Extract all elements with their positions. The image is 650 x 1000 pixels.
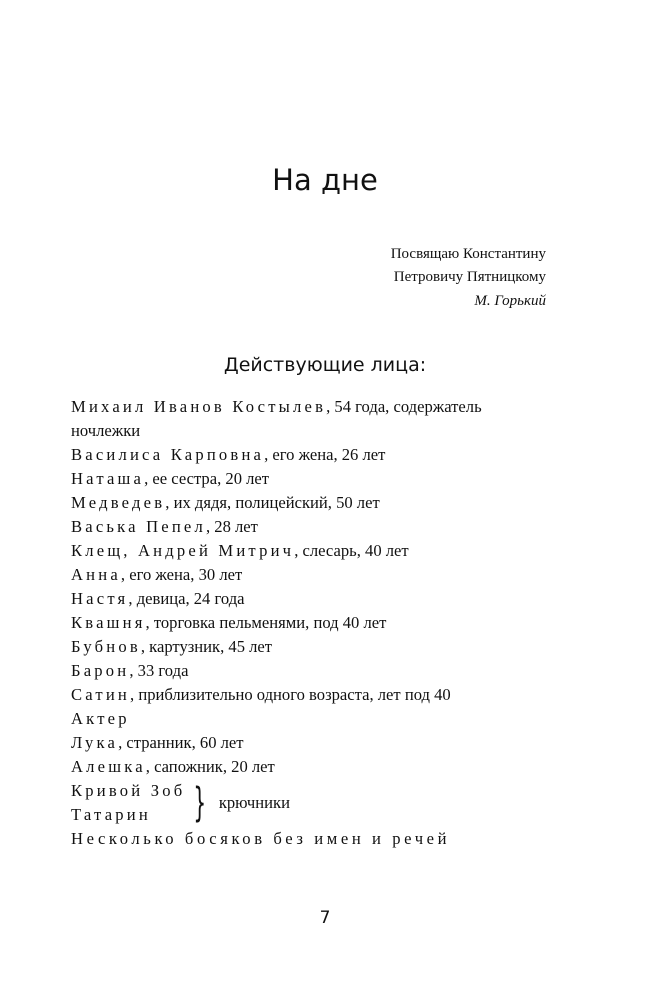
- dedication-line-1: Посвящаю Константину: [390, 246, 546, 262]
- character-description: , девица, 24 года: [128, 589, 245, 608]
- character-name: Алешка: [71, 757, 146, 776]
- character-name: Наташа: [71, 469, 145, 488]
- cast-group-description: крючники: [218, 793, 290, 812]
- character-name: Михаил Иванов Костылев: [71, 397, 327, 416]
- cast-item: [71, 731, 561, 755]
- cast-item: [71, 755, 561, 779]
- cast-item: [71, 611, 561, 635]
- cast-group-names: [71, 779, 185, 827]
- cast-item: [71, 707, 561, 731]
- character-description: , сапожник, 20 лет: [145, 757, 275, 776]
- character-description: , картузник, 45 лет: [140, 637, 273, 656]
- cast-item: [71, 515, 561, 539]
- play-title: На дне: [272, 163, 378, 197]
- cast-item: [71, 659, 561, 683]
- character-name: Василиса Карповна: [71, 445, 265, 464]
- cast-item: [71, 443, 561, 467]
- dedication: [391, 243, 546, 313]
- cast-item: [71, 467, 561, 491]
- cast-heading: Действующие лица:: [223, 354, 427, 376]
- dedication-line-2: Петровичу Пятницкому: [393, 269, 546, 285]
- character-description: , его жена, 30 лет: [120, 565, 243, 584]
- cast-group: [71, 779, 561, 827]
- cast-item: [71, 491, 561, 515]
- right-brace-icon: }: [193, 780, 207, 826]
- character-name: Квашня: [71, 613, 146, 632]
- character-description: , их дядя, полицейский, 50 лет: [165, 493, 380, 512]
- character-name: Барон: [71, 661, 130, 680]
- character-name: Актер: [71, 709, 130, 728]
- dedication-author: М. Горький: [474, 293, 546, 309]
- character-name: Кривой Зоб: [71, 781, 186, 800]
- character-description: , торговка пельменями, под 40 лет: [145, 613, 387, 632]
- character-name: Клещ, Андрей Митрич: [71, 541, 295, 560]
- cast-item: [71, 395, 561, 419]
- cast-item: [71, 587, 561, 611]
- character-description: , 54 года, содержатель: [326, 397, 482, 416]
- character-description: , ее сестра, 20 лет: [144, 469, 270, 488]
- character-name: Бубнов: [71, 637, 141, 656]
- character-name: Медведев: [71, 493, 166, 512]
- page-number: 7: [319, 908, 331, 928]
- cast-item: [71, 635, 561, 659]
- character-description: , 28 лет: [205, 517, 258, 536]
- character-description: , слесарь, 40 лет: [294, 541, 409, 560]
- character-name: Васька Пепел: [71, 517, 206, 536]
- character-name: Настя: [71, 589, 129, 608]
- character-name: Лука: [71, 733, 119, 752]
- cast-item: [71, 563, 561, 587]
- cast-extras: Несколько босяков без имен и речей: [71, 829, 451, 848]
- character-description: , странник, 60 лет: [118, 733, 244, 752]
- character-name: Сатин: [71, 685, 131, 704]
- character-description: , приблизительно одного возраста, лет под 40: [130, 685, 451, 704]
- cast-list: [71, 395, 561, 851]
- cast-item: [71, 539, 561, 563]
- character-name: Татарин: [71, 805, 151, 824]
- cast-item-continuation: ночлежки: [71, 421, 141, 440]
- character-description: , его жена, 26 лет: [264, 445, 386, 464]
- character-description: , 33 года: [129, 661, 189, 680]
- character-name: Анна: [71, 565, 121, 584]
- cast-item: [71, 683, 561, 707]
